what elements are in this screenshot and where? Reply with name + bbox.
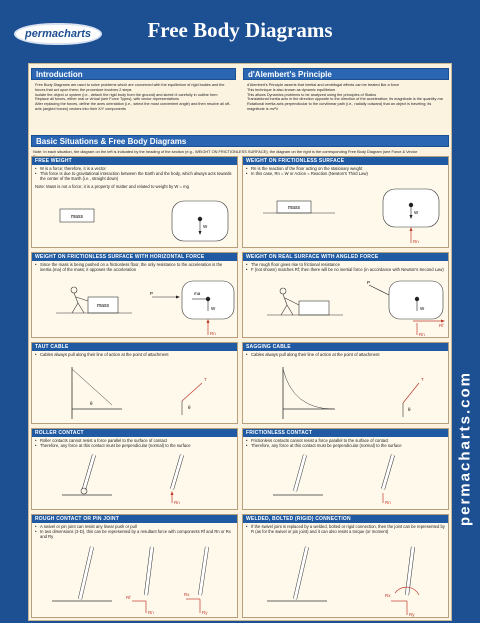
svg-text:Rx: Rx [184,592,190,597]
box-welded-connection [242,514,449,618]
box-sagging-cable [242,342,449,424]
box-list [243,165,448,177]
box-frictionless-contact [242,428,449,510]
box-roller-contact [31,428,238,510]
list-item: • In this case, Rn = W or Action = Reaction (Newton's Third Law) [246,171,445,176]
basic-note: Note: In each situation, the diagram on the left is indicated by the heading of the section (e.g., WEIGHT ON FRICTIONLESS SURFACE); the diagram on the right is the corresponding Free Body Diagram (see Force & Vector [33,149,418,154]
frictionless-contact-diagram [243,449,450,509]
content-panel [28,63,452,621]
svg-text:ma: ma [194,291,201,296]
list-item: Translational inertia acts in the direction opposite to the direction of the acceleration; its magnitude is the quantity ma [247,97,443,102]
horizontal-force-diagram [32,273,239,337]
svg-text:Rn: Rn [413,239,419,244]
svg-text:Ry: Ry [409,612,415,617]
svg-text:mass: mass [288,205,300,211]
box-note: Note: Mass is not a force; it is a property of matter and related to weight by W = mg [35,183,189,189]
box-title: FRICTIONLESS CONTACT [243,429,448,437]
svg-text:Rn: Rn [174,500,180,505]
box-horizontal-force [31,252,238,338]
svg-text:Ry: Ry [202,610,208,615]
welded-connection-diagram [243,539,450,617]
dalembert-heading: d'Alembert's Principle [243,68,449,80]
box-list [32,165,237,183]
free-weight-diagram [32,199,239,247]
box-free-weight [31,156,238,248]
svg-text:P: P [150,291,154,296]
svg-text:W: W [420,306,425,311]
list-item: • Frictionless contacts cannot resist a force parallel to the surface of contact [246,438,445,443]
basic-heading: Basic Situations & Free Body Diagrams [31,135,449,147]
box-title: SAGGING CABLE [243,343,448,351]
svg-text:θ: θ [188,405,191,410]
list-item: • Cables always pull along their line of action at the point of attachment [246,352,445,357]
list-item: • This force is due to gravitational interaction between the Earth and the body, which always acts towards the center of the Earth (i.e., straight down) [35,171,234,181]
list-item: • Cables always pull along their line of action at the point of attachment [35,352,234,357]
box-list [32,351,237,358]
roller-contact-diagram [32,449,239,509]
list-item: • If the swivel joint is replaced by a welded, bolted or rigid connection, then the joint can be represented by R (as for the swivel or pin joint) and it can also resist a torque (or moment) [246,524,445,534]
list-item: Replace all forces, either real or virtual (see Force Types), with vector representations [35,97,179,102]
list-item: • W is a force; therefore, it is a vector [35,166,234,171]
taut-cable-diagram [32,359,239,423]
list-item: Free Body Diagrams are used to solve problems which are concerned with the equilibrium of rigid bodies and the forces that act upon them; the procedure involves 2 steps [35,83,225,92]
list-item: • F (not shown) matches Rf; then there will be no inertial force (in accordance with Newton's Second Law) [246,267,445,272]
sidebar-brand: permacharts.com [456,370,474,527]
box-list [32,437,237,449]
box-list [243,523,448,535]
box-title: ROLLER CONTACT [32,429,237,437]
dalembert-list [247,83,447,112]
box-taut-cable [31,342,238,424]
box-angled-force [242,252,449,338]
list-item: After replacing the forces, define the axes orientation (i.e., select the most convenient angle) and then resolve all off-axis (angled forces) vectors into their X/Y components [35,102,231,111]
svg-text:W: W [414,210,419,215]
header [0,0,480,62]
box-title: FREE WEIGHT [32,157,237,165]
list-item: • A swivel or pin joint can resist any linear push or pull [35,524,234,529]
page-title: Free Body Diagrams [147,18,333,42]
list-item: • In two dimensions (2-D), this can be represented by a resultant force with components Rf and Rn or Rx and Ry [35,529,234,539]
svg-text:Rf: Rf [439,323,444,328]
list-item: This allows Dynamics problems to be analyzed using the principles of Statics [247,92,377,97]
intro-list [35,83,235,112]
list-item: • The rough floor gives rise to frictional resistance [246,262,445,267]
logo-text: permacharts [24,28,92,40]
box-list [243,261,448,273]
box-rough-contact [31,514,238,618]
svg-text:Rn: Rn [148,610,154,615]
box-title: WEIGHT ON FRICTIONLESS SURFACE [243,157,448,165]
svg-text:T: T [421,377,424,382]
svg-text:P: P [367,280,371,285]
sagging-cable-diagram [243,359,450,423]
list-item: • Therefore, any force at this contact must be perpendicular (normal) to the surface [246,443,445,448]
rough-contact-diagram [32,539,239,617]
svg-text:Rf: Rf [126,595,131,600]
box-list [32,523,237,541]
svg-text:Rn: Rn [210,331,216,336]
intro-heading: Introduction [31,68,236,80]
svg-text:θ: θ [408,407,411,412]
svg-text:mass: mass [97,303,109,309]
svg-text:Rn: Rn [419,332,425,337]
angled-force-diagram [243,275,450,337]
list-item: • Rn is the reaction of the floor acting on the stationary weight [246,166,445,171]
box-title: ROUGH CONTACT OR PIN JOINT [32,515,237,523]
list-item: d'Alembert's Principle asserts that inertial and centrifugal effects can be treated like a force [247,83,400,87]
svg-text:Rn: Rn [385,500,391,505]
svg-text:Rx: Rx [385,593,391,598]
svg-text:W: W [211,306,216,311]
box-list [243,351,448,358]
list-item: Isolate the object or system (i.e., detach the rigid body from the ground) and sketch it carefully in outline form [35,92,218,97]
list-item: • Roller contacts cannot resist a force parallel to the surface of contact [35,438,234,443]
box-frictionless [242,156,449,248]
list-item: This technique is also known as dynamic equilibrium [247,87,336,92]
box-list [243,437,448,449]
box-list [32,261,237,273]
svg-text:T: T [204,377,207,382]
box-title: WEIGHT ON FRICTIONLESS SURFACE WITH HORIZONTAL FORCE [32,253,237,261]
w-label: W [203,224,208,229]
box-title: WEIGHT ON REAL SURFACE WITH ANGLED FORCE [243,253,448,261]
box-title: TAUT CABLE [32,343,237,351]
list-item: • Therefore, any force at this contact must be perpendicular (normal) to the surface [35,443,234,448]
frictionless-diagram [243,185,450,247]
svg-text:θ: θ [90,401,93,406]
box-title: WELDED, BOLTED (RIGID) CONNECTION [243,515,448,523]
list-item: Rotational inertia acts perpendicular to the curvilinear path (i.e., radially outward) that an object is traveling; its magnitude is mv²/r [247,102,432,111]
list-item: • Since the mass is being pushed on a frictionless floor, the only resistance to the acceleration is the inertia (ma) of the mass; it opposes the acceleration [35,262,234,272]
mass-label: mass [71,214,83,220]
